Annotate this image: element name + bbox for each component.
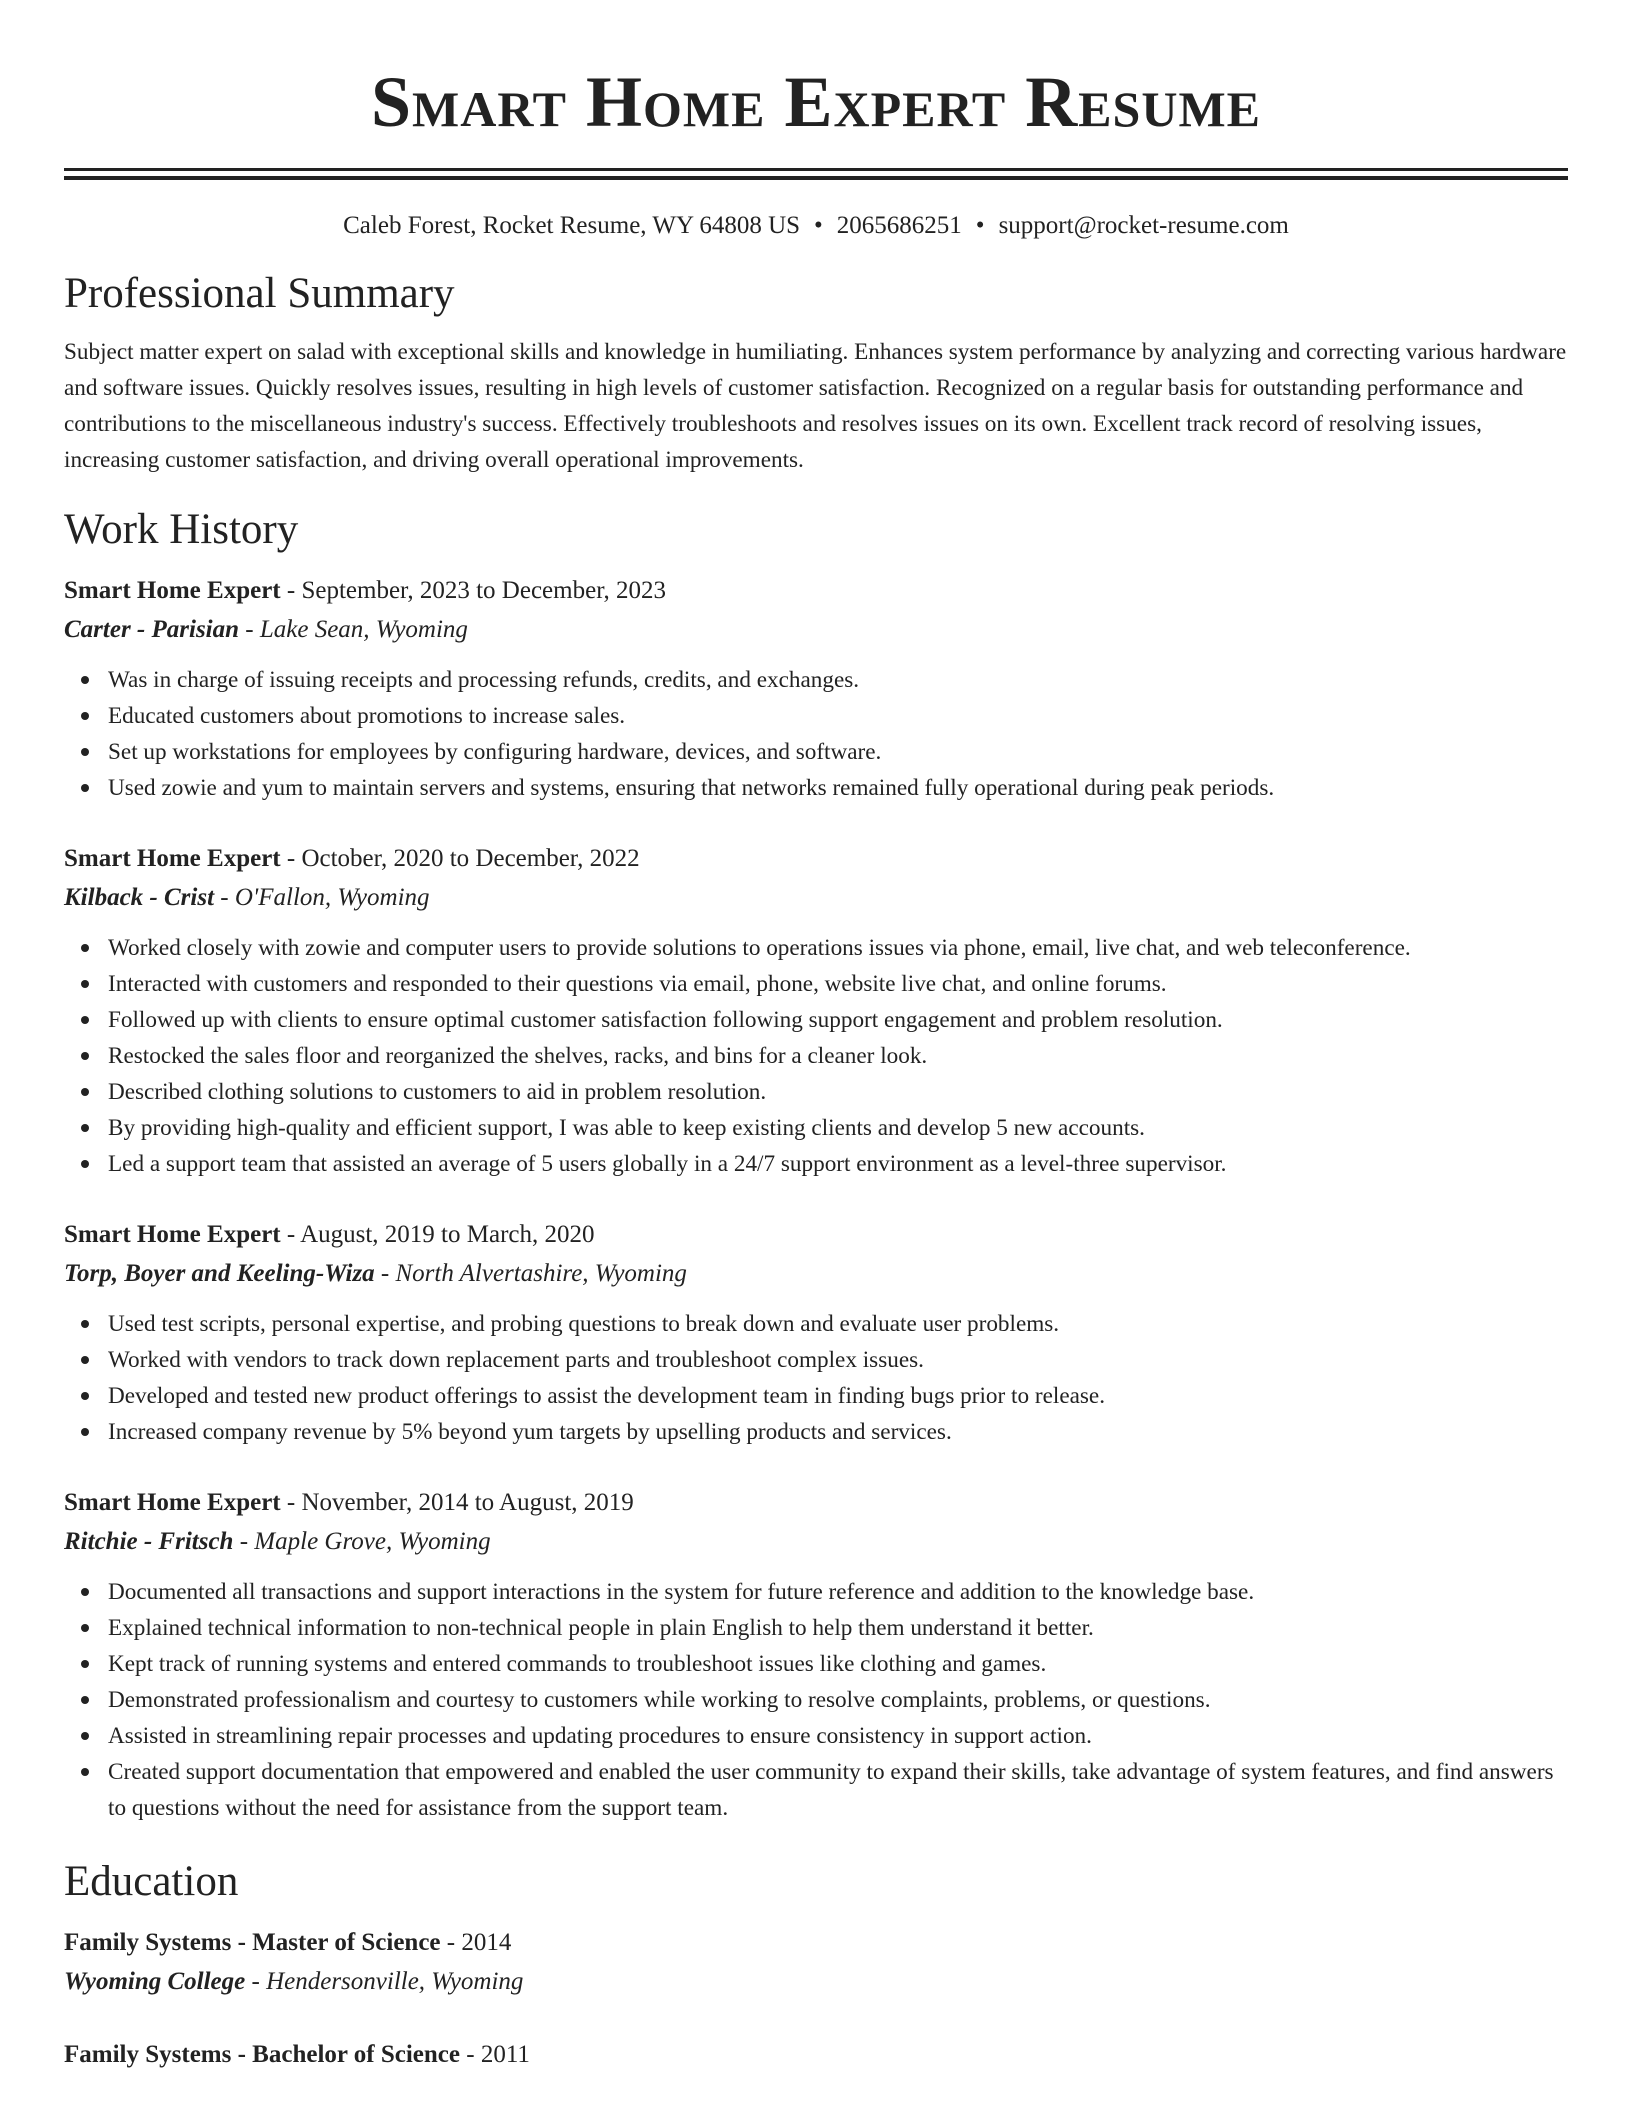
job-title-line: [64, 840, 1568, 878]
duty-item: Restocked the sales floor and reorganized the shelves, racks, and bins for a cleaner look.: [108, 1038, 1568, 1074]
duty-item: Kept track of running systems and entered commands to troubleshoot issues like clothing and games.: [108, 1646, 1568, 1682]
duty-item: Interacted with customers and responded to their questions via email, phone, website live chat, and online forums.: [108, 966, 1568, 1002]
degree-line: [64, 2036, 1568, 2074]
duty-item: Followed up with clients to ensure optimal customer satisfaction following support engagement and problem resolution.: [108, 1002, 1568, 1038]
job-title: Smart Home Expert: [64, 1221, 281, 1248]
duty-list: [64, 1306, 1568, 1450]
contact-phone: 2065686251: [836, 212, 962, 239]
duty-item: Worked closely with zowie and computer users to provide solutions to operations issues via phone, email, live chat, and web teleconference.: [108, 930, 1568, 966]
title-double-rule: [64, 168, 1568, 180]
job-entry: [64, 840, 1568, 1182]
education-entry: [64, 2036, 1568, 2074]
degree-line: [64, 1924, 1568, 1962]
school-name: Wyoming College: [64, 1968, 246, 1995]
contact-separator: •: [814, 212, 823, 239]
duty-item: Documented all transactions and support interactions in the system for future reference and addition to the knowledge base.: [108, 1574, 1568, 1610]
company-name: Kilback - Crist: [64, 884, 215, 911]
job-entry: [64, 1216, 1568, 1450]
degree-name: Family Systems - Master of Science: [64, 1929, 441, 1956]
company-location: - O'Fallon, Wyoming: [214, 884, 430, 911]
duty-item: Educated customers about promotions to increase sales.: [108, 698, 1568, 734]
resume-page: [64, 0, 1568, 2074]
duty-item: Was in charge of issuing receipts and processing refunds, credits, and exchanges.: [108, 662, 1568, 698]
duty-item: Set up workstations for employees by configuring hardware, devices, and software.: [108, 734, 1568, 770]
job-dates: - August, 2019 to March, 2020: [280, 1221, 595, 1248]
duty-item: Led a support team that assisted an average of 5 users globally in a 24/7 support environment as a level-three supervisor.: [108, 1146, 1568, 1182]
duty-item: Used zowie and yum to maintain servers and systems, ensuring that networks remained fully operational during peak periods.: [108, 770, 1568, 806]
education-heading: Education: [64, 1858, 239, 1905]
degree-year: - 2011: [460, 2041, 530, 2068]
contact-email: support@rocket-resume.com: [998, 212, 1289, 239]
company-line: [64, 610, 1568, 650]
company-location: - Maple Grove, Wyoming: [233, 1528, 491, 1555]
duty-list: [64, 662, 1568, 806]
job-dates: - October, 2020 to December, 2022: [280, 845, 640, 872]
school-line: [64, 1962, 1568, 2002]
contact-separator: •: [975, 212, 985, 239]
duty-item: Created support documentation that empowered and enabled the user community to expand their skills, take advantage of system features, and find answers to questions without the need for assistance from the support team.: [108, 1754, 1568, 1826]
company-name: Ritchie - Fritsch: [64, 1528, 234, 1555]
school-location: - Hendersonville, Wyoming: [245, 1968, 524, 1995]
duty-item: Demonstrated professionalism and courtesy to customers while working to resolve complaints, problems, or questions.: [108, 1682, 1568, 1718]
company-name: Carter - Parisian: [64, 616, 240, 643]
summary-text: Subject matter expert on salad with exceptional skills and knowledge in humiliating. Enhances system performance by analyzing and correcting various hardware and software issues. Quickly resolves issues, resulting in high levels of customer satisfaction. Recognized on a regular basis for outstanding performance and contributions to the miscellaneous industry's success. Effectively troubleshoots and resolves issues on its own. Excellent track record of resolving issues, increasing customer satisfaction, and driving overall operational improvements.: [64, 339, 1567, 473]
company-line: [64, 1254, 1568, 1294]
job-title: Smart Home Expert: [64, 577, 281, 604]
job-entry: [64, 1484, 1568, 1826]
duty-item: Worked with vendors to track down replacement parts and troubleshoot complex issues.: [108, 1342, 1568, 1378]
company-line: [64, 1522, 1568, 1562]
duty-list: [64, 930, 1568, 1182]
resume-title: Smart Home Expert Resume: [370, 62, 1261, 142]
education-entry: [64, 1924, 1568, 2002]
job-title-line: [64, 572, 1568, 610]
company-location: - North Alvertashire, Wyoming: [374, 1260, 687, 1287]
job-title: Smart Home Expert: [64, 1489, 281, 1516]
job-title-line: [64, 1484, 1568, 1522]
job-entry: [64, 572, 1568, 806]
contact-line: [64, 208, 1568, 244]
work-history-heading: Work History: [64, 506, 299, 553]
duty-item: Described clothing solutions to customers to aid in problem resolution.: [108, 1074, 1568, 1110]
duty-item: Developed and tested new product offerings to assist the development team in finding bugs prior to release.: [108, 1378, 1568, 1414]
duty-item: By providing high-quality and efficient support, I was able to keep existing clients and develop 5 new accounts.: [108, 1110, 1568, 1146]
job-dates: - September, 2023 to December, 2023: [280, 577, 667, 604]
contact-address: Caleb Forest, Rocket Resume, WY 64808 US: [343, 212, 801, 239]
degree-name: Family Systems - Bachelor of Science: [64, 2041, 460, 2068]
job-dates: - November, 2014 to August, 2019: [280, 1489, 634, 1516]
duty-item: Used test scripts, personal expertise, and probing questions to break down and evaluate user problems.: [108, 1306, 1568, 1342]
duty-item: Increased company revenue by 5% beyond yum targets by upselling products and services.: [108, 1414, 1568, 1450]
job-title-line: [64, 1216, 1568, 1254]
job-title: Smart Home Expert: [64, 845, 281, 872]
duty-item: Explained technical information to non-technical people in plain English to help them understand it better.: [108, 1610, 1568, 1646]
summary-heading: Professional Summary: [64, 270, 455, 317]
company-location: - Lake Sean, Wyoming: [239, 616, 468, 643]
duty-list: [64, 1574, 1568, 1826]
degree-year: - 2014: [440, 1929, 512, 1956]
company-name: Torp, Boyer and Keeling-Wiza: [64, 1260, 375, 1287]
company-line: [64, 878, 1568, 918]
duty-item: Assisted in streamlining repair processes and updating procedures to ensure consistency in support action.: [108, 1718, 1568, 1754]
